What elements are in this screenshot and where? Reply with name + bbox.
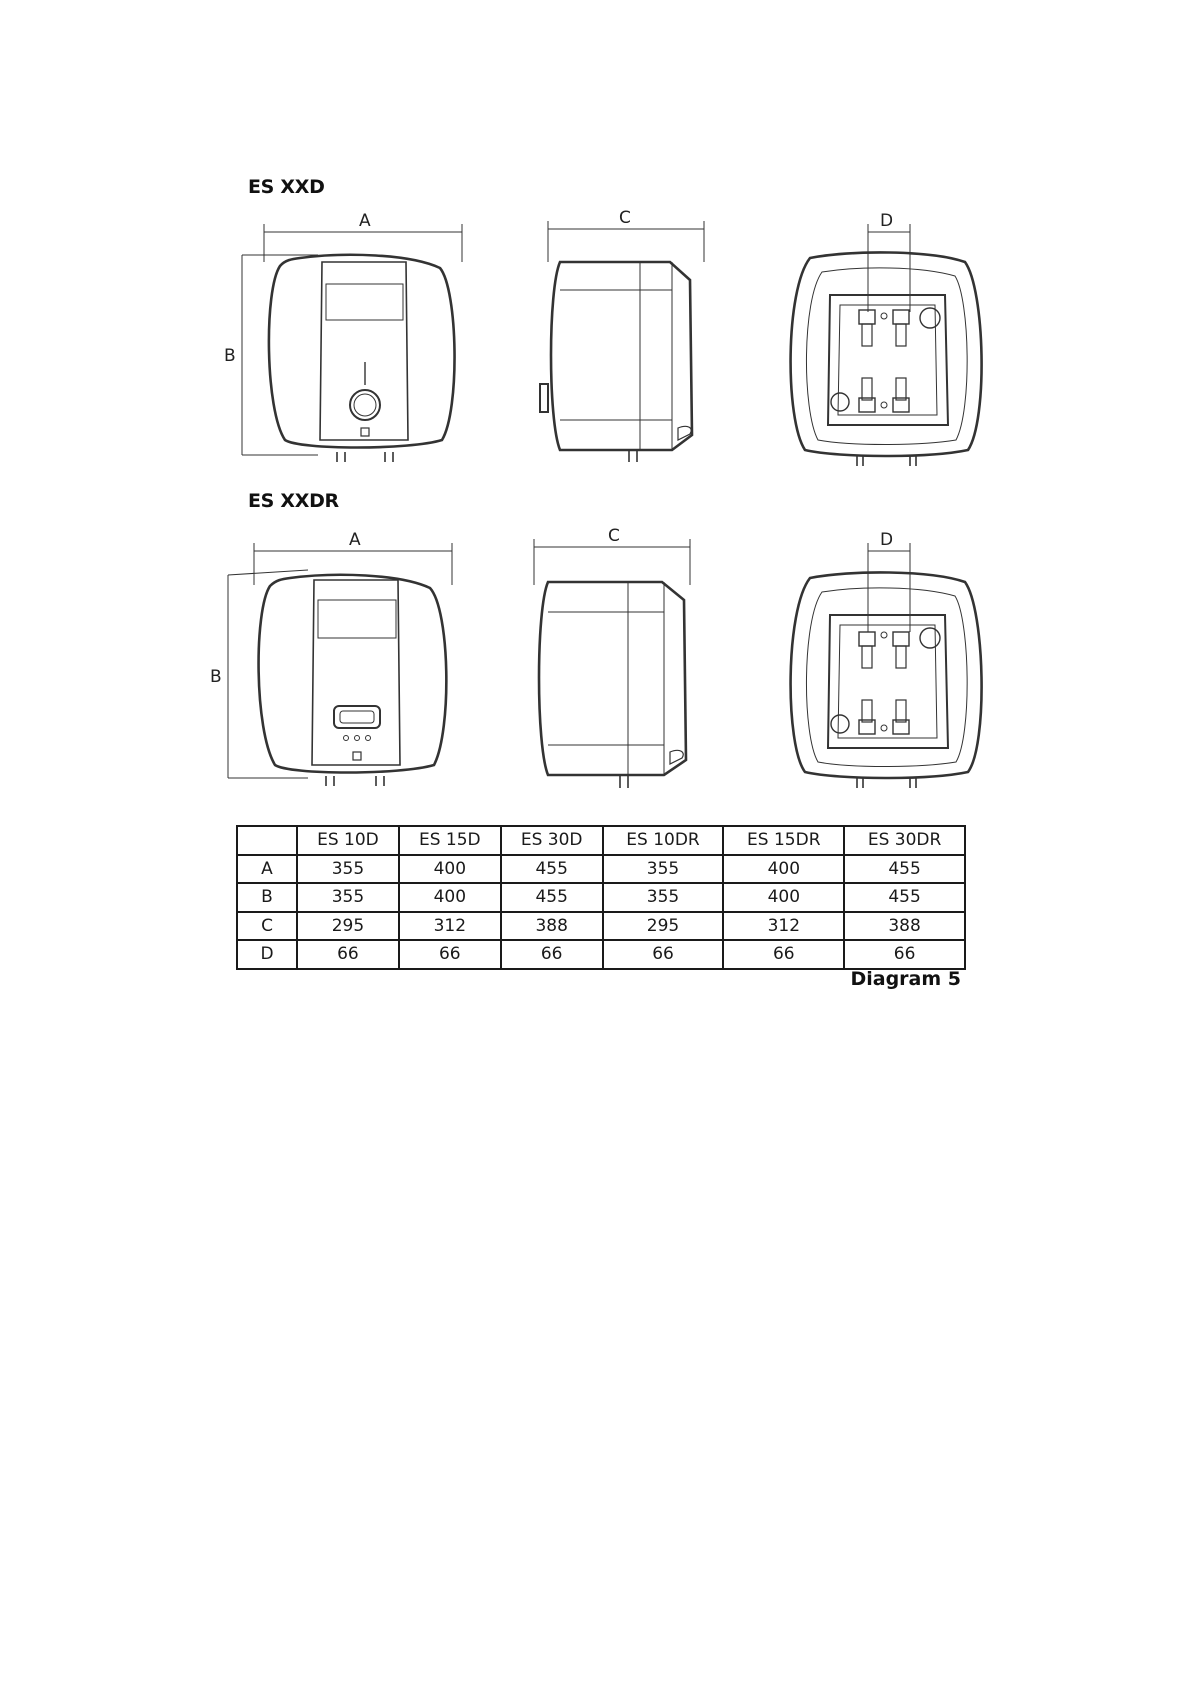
table-header-row [237,826,965,855]
table-row [237,883,965,912]
side-view-es-xxd [540,221,704,462]
dimension-label-b-xxdr: B [210,667,222,687]
table-cell: 400 [723,855,844,884]
front-view-es-xxdr [228,543,452,786]
diagram-caption: Diagram 5 [850,968,961,990]
table-cell: 455 [501,883,603,912]
dimension-label-d-xxdr: D [880,530,894,550]
table-cell: 400 [723,883,844,912]
rear-view-es-xxdr [791,543,982,788]
side-view-es-xxdr [534,539,690,788]
dimension-label-c-xxdr: C [608,526,620,546]
table-row [237,912,965,941]
column-header: ES 15D [399,826,501,855]
dimension-label-b-xxd: B [224,346,236,366]
table-cell: 66 [603,940,724,969]
column-header: ES 10D [297,826,399,855]
table-cell: 66 [297,940,399,969]
row-label: D [237,940,297,969]
table-cell: 295 [297,912,399,941]
table-cell: 312 [399,912,501,941]
table-row [237,940,965,969]
column-header: ES 10DR [603,826,724,855]
table-cell: 355 [297,855,399,884]
table-row [237,855,965,884]
row-label: A [237,855,297,884]
table-cell: 66 [723,940,844,969]
front-view-es-xxd [242,224,462,462]
table-cell: 66 [399,940,501,969]
table-cell: 400 [399,855,501,884]
table-cell: 455 [844,883,965,912]
table-corner-cell [237,826,297,855]
table-cell: 355 [603,855,724,884]
table-cell: 455 [501,855,603,884]
column-header: ES 15DR [723,826,844,855]
table-cell: 388 [501,912,603,941]
dimension-label-d-xxd: D [880,211,894,231]
table-cell: 295 [603,912,724,941]
column-header: ES 30DR [844,826,965,855]
table-cell: 388 [844,912,965,941]
dimension-label-a-xxd: A [359,211,371,231]
model-title-es-xxd: ES XXD [248,176,325,198]
dimensions-table [236,825,966,970]
table-cell: 312 [723,912,844,941]
row-label: B [237,883,297,912]
row-label: C [237,912,297,941]
table-cell: 355 [297,883,399,912]
table-cell: 455 [844,855,965,884]
table-cell: 66 [501,940,603,969]
dimension-label-a-xxdr: A [349,530,361,550]
table-cell: 400 [399,883,501,912]
column-header: ES 30D [501,826,603,855]
dimension-label-c-xxd: C [619,208,631,228]
model-title-es-xxdr: ES XXDR [248,490,339,512]
table-cell: 355 [603,883,724,912]
rear-view-es-xxd [791,224,982,466]
table-cell: 66 [844,940,965,969]
